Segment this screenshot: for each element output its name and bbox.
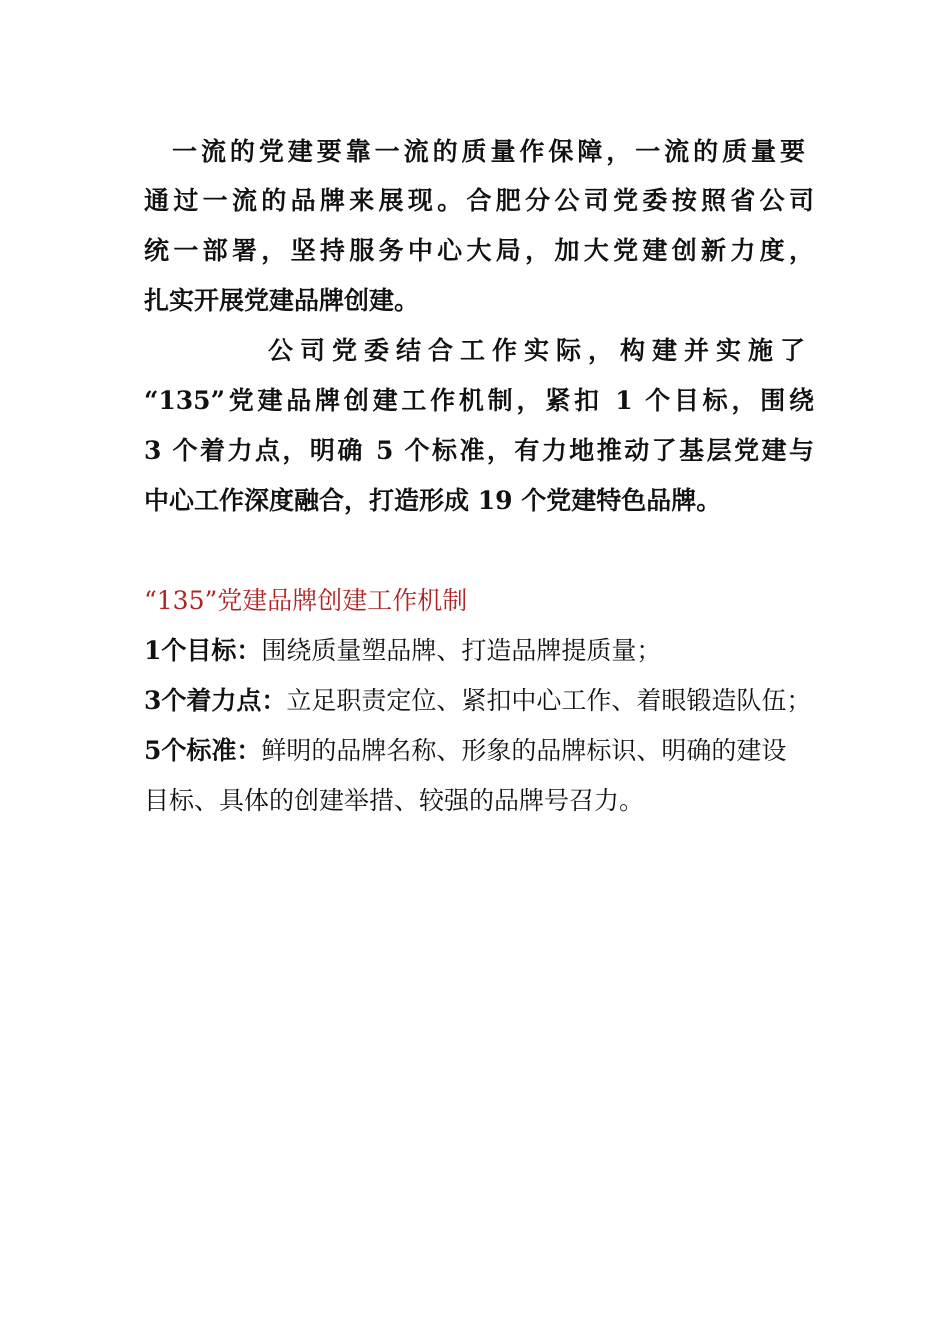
mechanism-item-focus bbox=[144, 684, 824, 718]
mechanism-item-standards-continuation: 目标、具体的创建举措、较强的品牌号召力。 bbox=[144, 786, 645, 815]
body-line-1: 公司党委结合工作实际，构建并实施了 bbox=[268, 336, 805, 365]
mechanism-item-standards bbox=[144, 734, 814, 768]
mechanism-item-standards-label: 5个标准： bbox=[144, 736, 262, 765]
mechanism-heading: “135”党建品牌创建工作机制 bbox=[144, 586, 468, 615]
mechanism-item-goal bbox=[144, 634, 814, 668]
intro-line-1: 一流的党建要靠一流的质量作保障，一流的质量要 bbox=[172, 137, 805, 166]
intro-line-4: 扎实开展党建品牌创建。 bbox=[144, 286, 420, 315]
body-line-2: “135”党建品牌创建工作机制，紧扣 1 个目标，围绕 bbox=[144, 386, 814, 415]
intro-line-2: 通过一流的品牌来展现。合肥分公司党委按照省公司 bbox=[144, 186, 814, 215]
mechanism-item-goal-label: 1个目标： bbox=[144, 636, 262, 665]
mechanism-item-goal-text: 围绕质量塑品牌、打造品牌提质量； bbox=[261, 636, 662, 665]
body-line-4: 中心工作深度融合，打造形成 19 个党建特色品牌。 bbox=[144, 486, 722, 515]
intro-line-3: 统一部署，坚持服务中心大局，加大党建创新力度， bbox=[144, 236, 814, 265]
body-line-3: 3 个着力点，明确 5 个标准，有力地推动了基层党建与 bbox=[144, 436, 814, 465]
mechanism-item-focus-text: 立足职责定位、紧扣中心工作、着眼锻造队伍； bbox=[286, 686, 812, 715]
mechanism-item-standards-text: 鲜明的品牌名称、形象的品牌标识、明确的建设 bbox=[261, 736, 787, 765]
mechanism-item-focus-label: 3个着力点： bbox=[144, 686, 287, 715]
